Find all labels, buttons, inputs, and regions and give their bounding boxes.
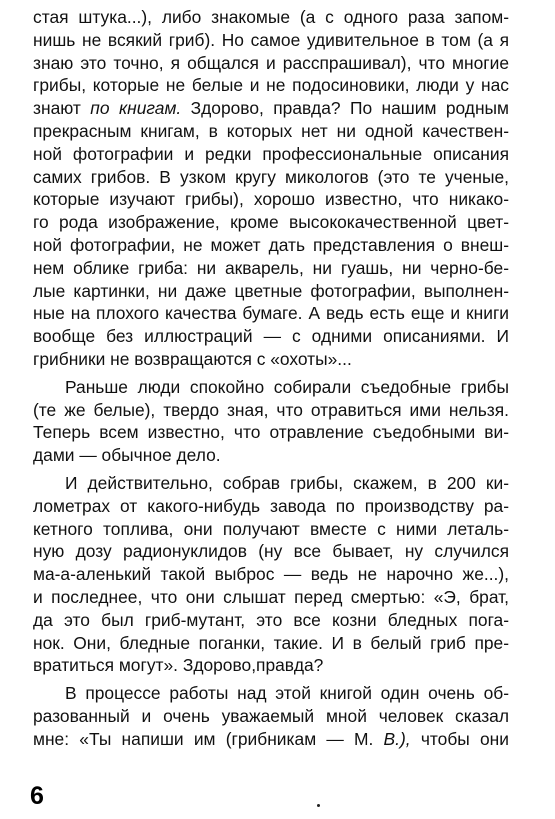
text-line — [33, 188, 509, 211]
text-run: вообще без иллюстраций — с одними описаниями. И — [33, 326, 509, 347]
text-line — [33, 325, 509, 348]
text-line — [33, 302, 509, 325]
text-run: ную дозу радионуклидов (ну все бывает, ну случился — [33, 541, 509, 562]
text-run: И действительно, собрав грибы, скажем, в 200 ки- — [65, 472, 509, 493]
italic-run: В.), — [383, 728, 411, 749]
text-run: Раньше люди спокойно собирали съедобные грибы — [65, 376, 509, 397]
text-line — [33, 376, 509, 399]
text-run: Здорово, правда? По нашим родным — [181, 98, 510, 119]
text-run: и последнее, что они слышат перед смертью: «Э, брат, — [33, 586, 509, 607]
paragraph — [33, 682, 509, 750]
print-speck — [317, 804, 320, 807]
text-line — [33, 444, 509, 467]
text-line — [33, 166, 509, 189]
text-line — [33, 52, 509, 75]
italic-run: по книгам. — [90, 98, 182, 119]
text-line — [33, 540, 509, 563]
text-run: (те же белые), твердо зная, что отравиться ими нельзя. — [33, 399, 509, 420]
text-line — [33, 632, 509, 655]
text-run: мне: «Ты напиши им (грибникам — М. — [33, 728, 384, 749]
text-line — [33, 472, 509, 495]
text-run: Теперь всем известно, что отравление съедобными ви- — [33, 422, 509, 443]
text-line — [33, 143, 509, 166]
text-run: грибники не возвращаются с «охоты»... — [33, 348, 352, 369]
text-run: знаю это точно, я общался и расспрашивал), что многие — [33, 52, 509, 73]
text-run: вратиться могут». Здорово,правда? — [33, 655, 324, 676]
text-run: ной фотографии и редки профессиональные описания — [33, 143, 509, 164]
text-line — [33, 421, 509, 444]
text-line — [33, 586, 509, 609]
text-run: разованный и очень уважаемый мной человек сказал — [33, 705, 509, 726]
text-line — [33, 120, 509, 143]
text-line — [33, 211, 509, 234]
text-run: ма-а-аленький такой выброс — ведь не нарочно же...), — [33, 564, 509, 585]
text-run: нок. Они, бледные поганки, такие. И в белый гриб пре- — [33, 632, 509, 653]
text-line — [33, 609, 509, 632]
text-run: знают — [33, 98, 91, 119]
text-line — [33, 74, 509, 97]
text-run: нем облике гриба: ни акварель, ни гуашь, ни черно-бе- — [33, 257, 509, 278]
text-line — [33, 495, 509, 518]
body-text — [33, 6, 509, 751]
paragraph — [33, 6, 509, 371]
text-line — [33, 705, 509, 728]
text-run: кетного топлива, они получают вместе с ними леталь- — [33, 518, 509, 539]
paragraph — [33, 472, 509, 677]
page-number: 6 — [30, 782, 44, 810]
text-run: грибы, которые не белые и не подосиновики, люди у нас — [33, 75, 509, 96]
paragraph — [33, 376, 509, 467]
text-line — [33, 6, 509, 29]
text-run: го рода изображение, кроме высококачественной цвет- — [33, 212, 509, 233]
text-line — [33, 518, 509, 541]
text-line — [33, 257, 509, 280]
text-run: ной фотографии, не может дать представления о внеш- — [33, 234, 509, 255]
text-line — [33, 399, 509, 422]
text-line — [33, 29, 509, 52]
text-run: В процессе работы над этой книгой один очень об- — [65, 683, 509, 704]
text-run: да это был гриб-мутант, это все козни бледных пога- — [33, 609, 509, 630]
text-run: стая штука...), либо знакомые (а с одного раза запом- — [33, 7, 509, 27]
text-line — [33, 654, 509, 677]
text-run: прекрасным книгам, в которых нет ни одной качествен- — [33, 120, 509, 141]
text-run: нишь не всякий гриб). Но самое удивительное в том (а я — [33, 29, 509, 50]
text-run: которые изучают грибы), хорошо известно, что никако- — [33, 189, 509, 210]
text-line — [33, 728, 509, 751]
text-line — [33, 682, 509, 705]
text-run: чтобы они — [410, 728, 509, 749]
text-line — [33, 234, 509, 257]
text-line — [33, 97, 509, 120]
text-run: лометрах от какого-нибудь завода по производству ра- — [33, 495, 509, 516]
text-run: дами — обычное дело. — [33, 445, 221, 466]
text-line — [33, 348, 509, 371]
text-line — [33, 280, 509, 303]
text-run: самих грибов. В узком кругу микологов (это те ученые, — [33, 166, 509, 187]
text-run: ные на плохого качества бумаге. А ведь есть еще и книги — [33, 303, 509, 324]
text-run: лые картинки, ни даже цветные фотографии, выполнен- — [33, 280, 509, 301]
text-line — [33, 563, 509, 586]
